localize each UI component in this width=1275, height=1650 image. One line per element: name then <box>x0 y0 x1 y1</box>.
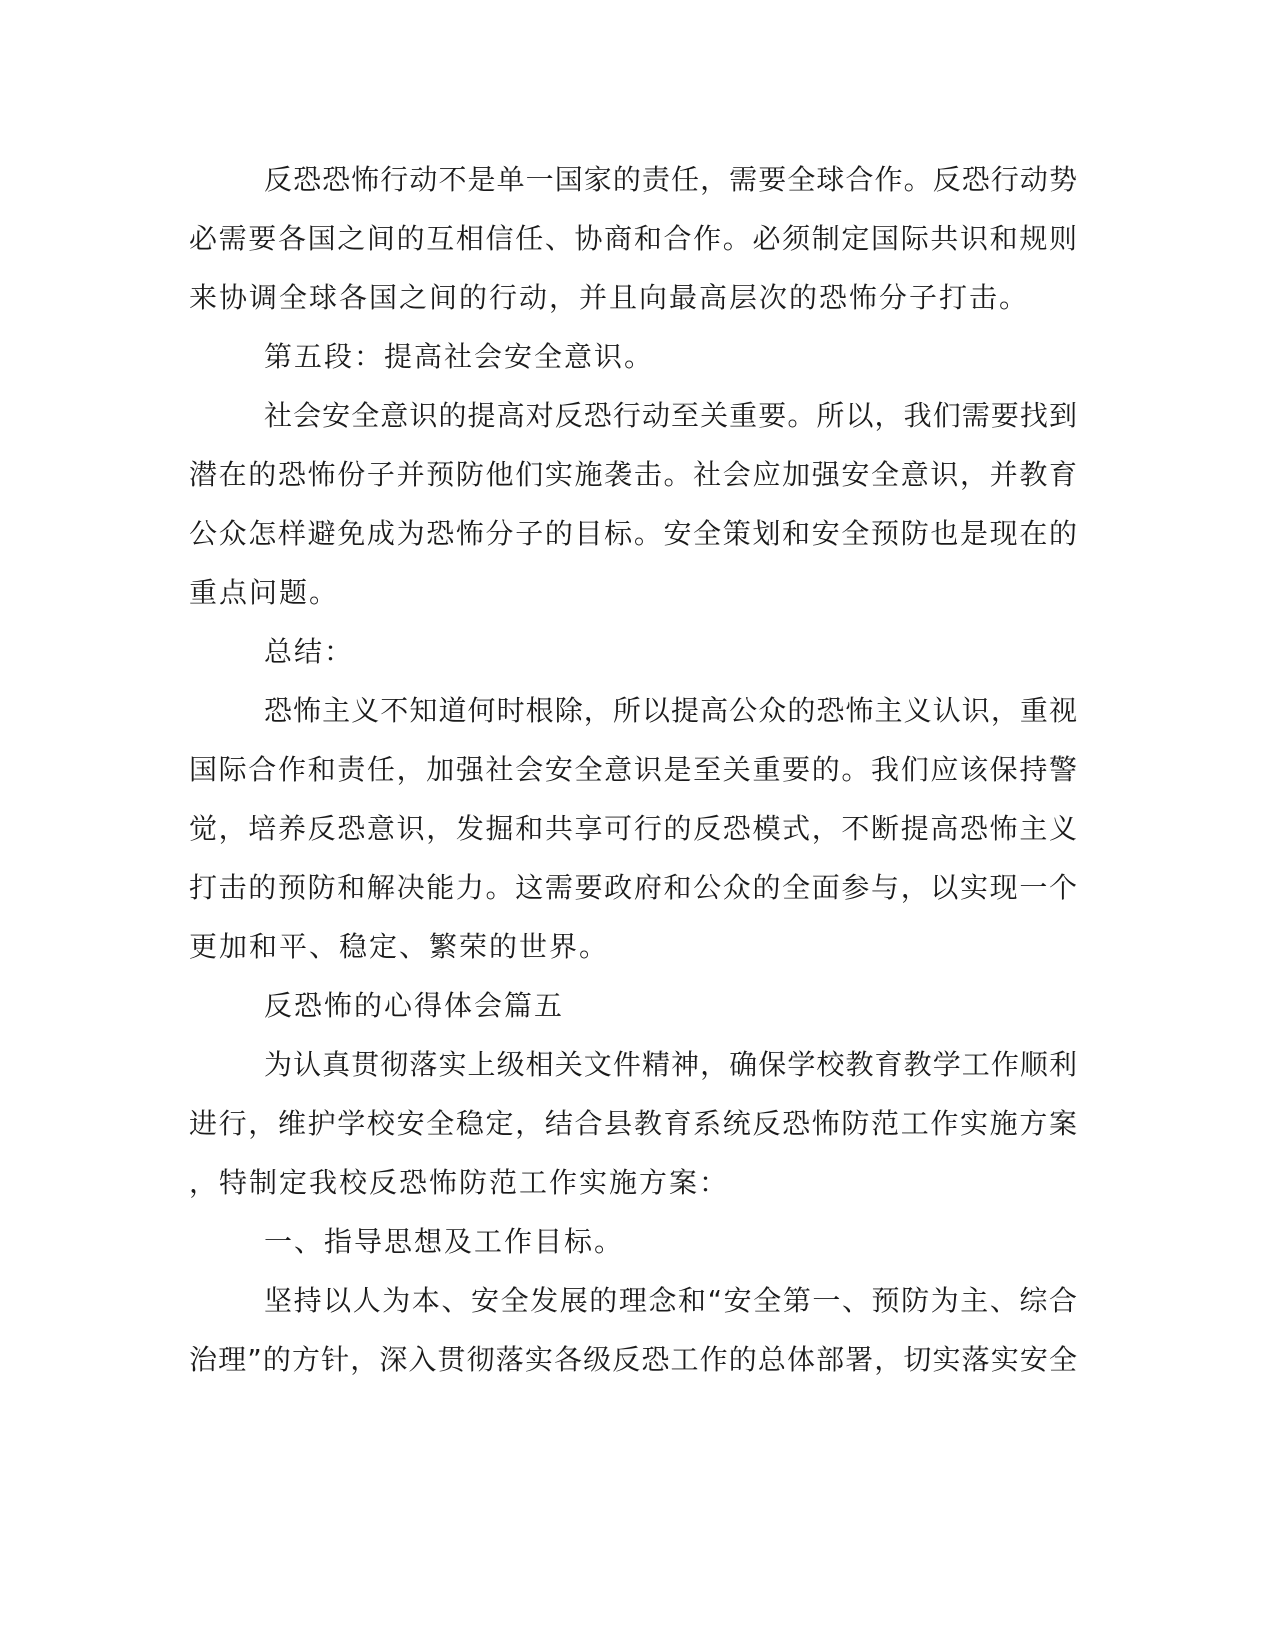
section-heading: 总结： <box>264 635 355 668</box>
paragraph-line: 更加和平、稳定、繁荣的世界。 <box>189 930 610 963</box>
section-heading: 反恐怖的心得体会篇五 <box>264 989 565 1022</box>
paragraph-line: 打击的预防和解决能力。这需要政府和公众的全面参与，以实现一个 <box>189 871 1077 904</box>
section-heading: 一、指导思想及工作目标。 <box>264 1225 625 1258</box>
paragraph-line: 为认真贯彻落实上级相关文件精神，确保学校教育教学工作顺利 <box>264 1048 1077 1081</box>
paragraph-line: ，特制定我校反恐怖防范工作实施方案： <box>189 1166 730 1199</box>
section-heading: 第五段：提高社会安全意识。 <box>264 340 655 373</box>
paragraph-line: 坚持以人为本、安全发展的理念和“安全第一、预防为主、综合 <box>264 1284 1077 1317</box>
paragraph-line: 恐怖主义不知道何时根除，所以提高公众的恐怖主义认识，重视 <box>264 694 1077 727</box>
paragraph-line: 公众怎样避免成为恐怖分子的目标。安全策划和安全预防也是现在的 <box>189 517 1077 550</box>
paragraph-line: 社会安全意识的提高对反恐行动至关重要。所以，我们需要找到 <box>264 399 1077 432</box>
paragraph-line: 进行，维护学校安全稳定，结合县教育系统反恐怖防范工作实施方案 <box>189 1107 1077 1140</box>
paragraph-line: 觉，培养反恐意识，发掘和共享可行的反恐模式，不断提高恐怖主义 <box>189 812 1077 845</box>
paragraph-line: 必需要各国之间的互相信任、协商和合作。必须制定国际共识和规则 <box>189 222 1077 255</box>
paragraph-line: 治理”的方针，深入贯彻落实各级反恐工作的总体部署，切实落实安全 <box>189 1343 1077 1376</box>
paragraph-line: 重点问题。 <box>189 576 340 609</box>
paragraph-line: 来协调全球各国之间的行动，并且向最高层次的恐怖分子打击。 <box>189 281 1030 314</box>
paragraph-line: 潜在的恐怖份子并预防他们实施袭击。社会应加强安全意识，并教育 <box>189 458 1077 491</box>
paragraph-line: 国际合作和责任，加强社会安全意识是至关重要的。我们应该保持警 <box>189 753 1077 786</box>
paragraph-line: 反恐恐怖行动不是单一国家的责任，需要全球合作。反恐行动势 <box>264 163 1077 196</box>
